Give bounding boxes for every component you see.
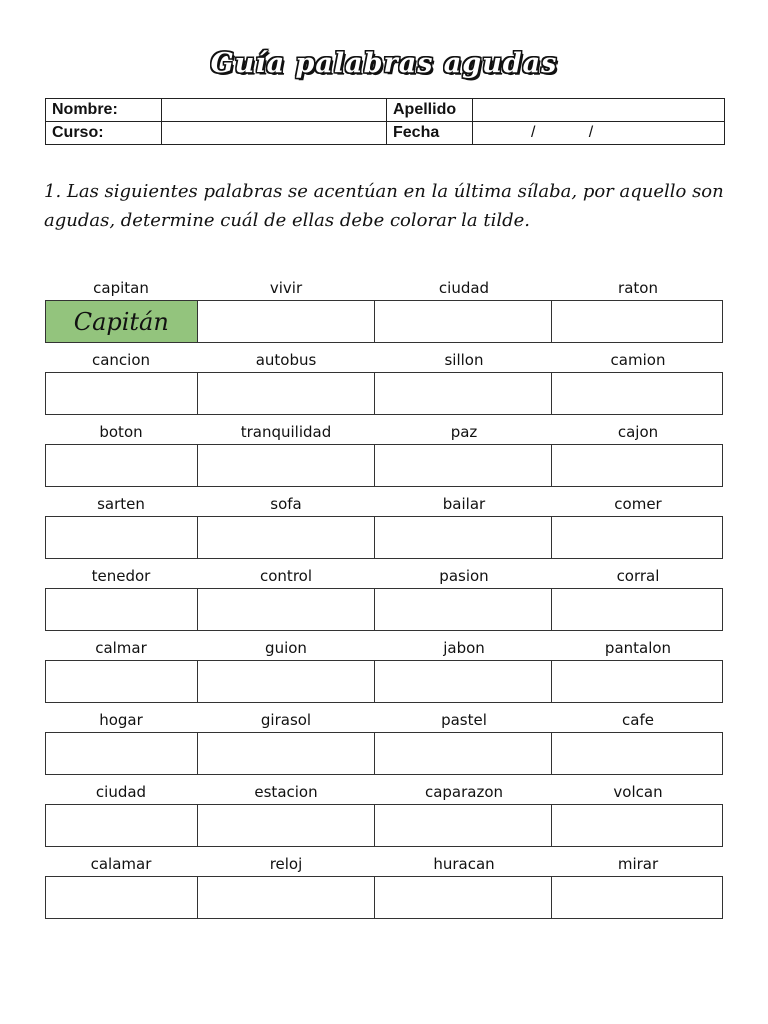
answer-box[interactable] xyxy=(552,373,722,414)
word-label: jabon xyxy=(443,639,485,657)
fecha-value: / / xyxy=(531,124,594,141)
answer-box[interactable] xyxy=(552,805,722,846)
answer-box[interactable] xyxy=(198,805,375,846)
answer-row xyxy=(45,372,723,415)
instruction-text: 1. Las siguientes palabras se acentúan en la última sílaba, por aquello son agudas, determine cuál de ellas debe colorar la tilde. xyxy=(44,181,724,231)
word-label: tenedor xyxy=(91,567,151,585)
answer-box[interactable] xyxy=(375,517,552,558)
word-label: cancion xyxy=(91,351,151,369)
word-label: estacion xyxy=(254,783,318,801)
word-label: hogar xyxy=(99,711,143,729)
word-label: cajon xyxy=(617,423,659,441)
answer-box[interactable] xyxy=(46,589,198,630)
answer-box[interactable] xyxy=(46,445,198,486)
curso-label: Curso: xyxy=(46,122,162,145)
word-label: ciudad xyxy=(438,279,490,297)
word-label: camion xyxy=(610,351,666,369)
word-label-row xyxy=(45,348,723,372)
word-label: girasol xyxy=(260,711,312,729)
apellido-label: Apellido xyxy=(387,99,473,122)
word-label-row xyxy=(45,852,723,876)
word-label-row xyxy=(45,492,723,516)
word-label: corral xyxy=(616,567,660,585)
word-label: raton xyxy=(618,279,658,297)
answer-box[interactable] xyxy=(198,373,375,414)
word-label-row xyxy=(45,780,723,804)
answer-box[interactable] xyxy=(552,733,722,774)
answer-row xyxy=(45,588,723,631)
word-label: sillon xyxy=(444,351,484,369)
answer-box[interactable] xyxy=(198,661,375,702)
answer-box[interactable] xyxy=(46,661,198,702)
nombre-field[interactable] xyxy=(162,99,387,122)
word-label: caparazon xyxy=(424,783,504,801)
word-label: capitan xyxy=(93,279,149,297)
answer-box[interactable] xyxy=(46,517,198,558)
answer-row xyxy=(45,804,723,847)
answer-box[interactable] xyxy=(552,301,722,342)
word-label: tranquilidad xyxy=(240,423,332,441)
answer-box[interactable] xyxy=(552,589,722,630)
fecha-field[interactable] xyxy=(473,122,725,145)
answer-box[interactable] xyxy=(375,301,552,342)
answer-box[interactable] xyxy=(198,589,375,630)
answer-box[interactable] xyxy=(46,373,198,414)
answer-box[interactable] xyxy=(552,661,722,702)
word-label-row xyxy=(45,636,723,660)
word-label: pasion xyxy=(439,567,489,585)
answer-row xyxy=(45,300,723,343)
word-label: sofa xyxy=(270,495,302,513)
word-label: autobus xyxy=(255,351,317,369)
answer-box[interactable] xyxy=(375,589,552,630)
answer-box[interactable] xyxy=(198,301,375,342)
answer-box[interactable] xyxy=(375,877,552,918)
word-label: bailar xyxy=(442,495,486,513)
answer-box[interactable] xyxy=(552,517,722,558)
word-label: mirar xyxy=(617,855,659,873)
answer-box[interactable] xyxy=(198,877,375,918)
answer-row xyxy=(45,732,723,775)
word-label: sarten xyxy=(97,495,145,513)
word-label-row xyxy=(45,708,723,732)
answer-box[interactable] xyxy=(198,517,375,558)
word-label: pantalon xyxy=(604,639,672,657)
nombre-label: Nombre: xyxy=(46,99,162,122)
word-label: pastel xyxy=(441,711,487,729)
example-answer-box[interactable]: Capitán xyxy=(46,301,198,342)
answer-box[interactable] xyxy=(46,733,198,774)
fecha-label: Fecha xyxy=(387,122,473,145)
answer-box[interactable] xyxy=(552,445,722,486)
answer-box[interactable] xyxy=(375,805,552,846)
word-label: paz xyxy=(450,423,478,441)
word-label-row xyxy=(45,276,723,300)
word-label: calmar xyxy=(95,639,147,657)
apellido-field[interactable] xyxy=(473,99,725,122)
answer-row xyxy=(45,444,723,487)
word-label: control xyxy=(260,567,312,585)
word-label: huracan xyxy=(433,855,495,873)
word-label: volcan xyxy=(613,783,663,801)
curso-field[interactable] xyxy=(162,122,387,145)
answer-row xyxy=(45,660,723,703)
word-label: reloj xyxy=(269,855,303,873)
word-label: guion xyxy=(265,639,307,657)
word-label: vivir xyxy=(269,279,303,297)
word-grid xyxy=(45,276,723,919)
word-label: cafe xyxy=(622,711,654,729)
answer-box[interactable] xyxy=(375,373,552,414)
answer-box[interactable] xyxy=(375,733,552,774)
student-info-table xyxy=(45,98,725,145)
answer-box[interactable] xyxy=(552,877,722,918)
word-label-row xyxy=(45,420,723,444)
answer-box[interactable] xyxy=(46,805,198,846)
word-label: ciudad xyxy=(95,783,147,801)
answer-box[interactable] xyxy=(198,733,375,774)
answer-box[interactable] xyxy=(46,877,198,918)
page-title: Guía palabras agudas xyxy=(210,48,558,79)
word-label: boton xyxy=(99,423,143,441)
word-label: calamar xyxy=(90,855,152,873)
answer-row xyxy=(45,516,723,559)
word-label-row xyxy=(45,564,723,588)
word-label: comer xyxy=(614,495,662,513)
answer-box[interactable] xyxy=(198,445,375,486)
answer-box[interactable] xyxy=(375,445,552,486)
answer-box[interactable] xyxy=(375,661,552,702)
answer-row xyxy=(45,876,723,919)
